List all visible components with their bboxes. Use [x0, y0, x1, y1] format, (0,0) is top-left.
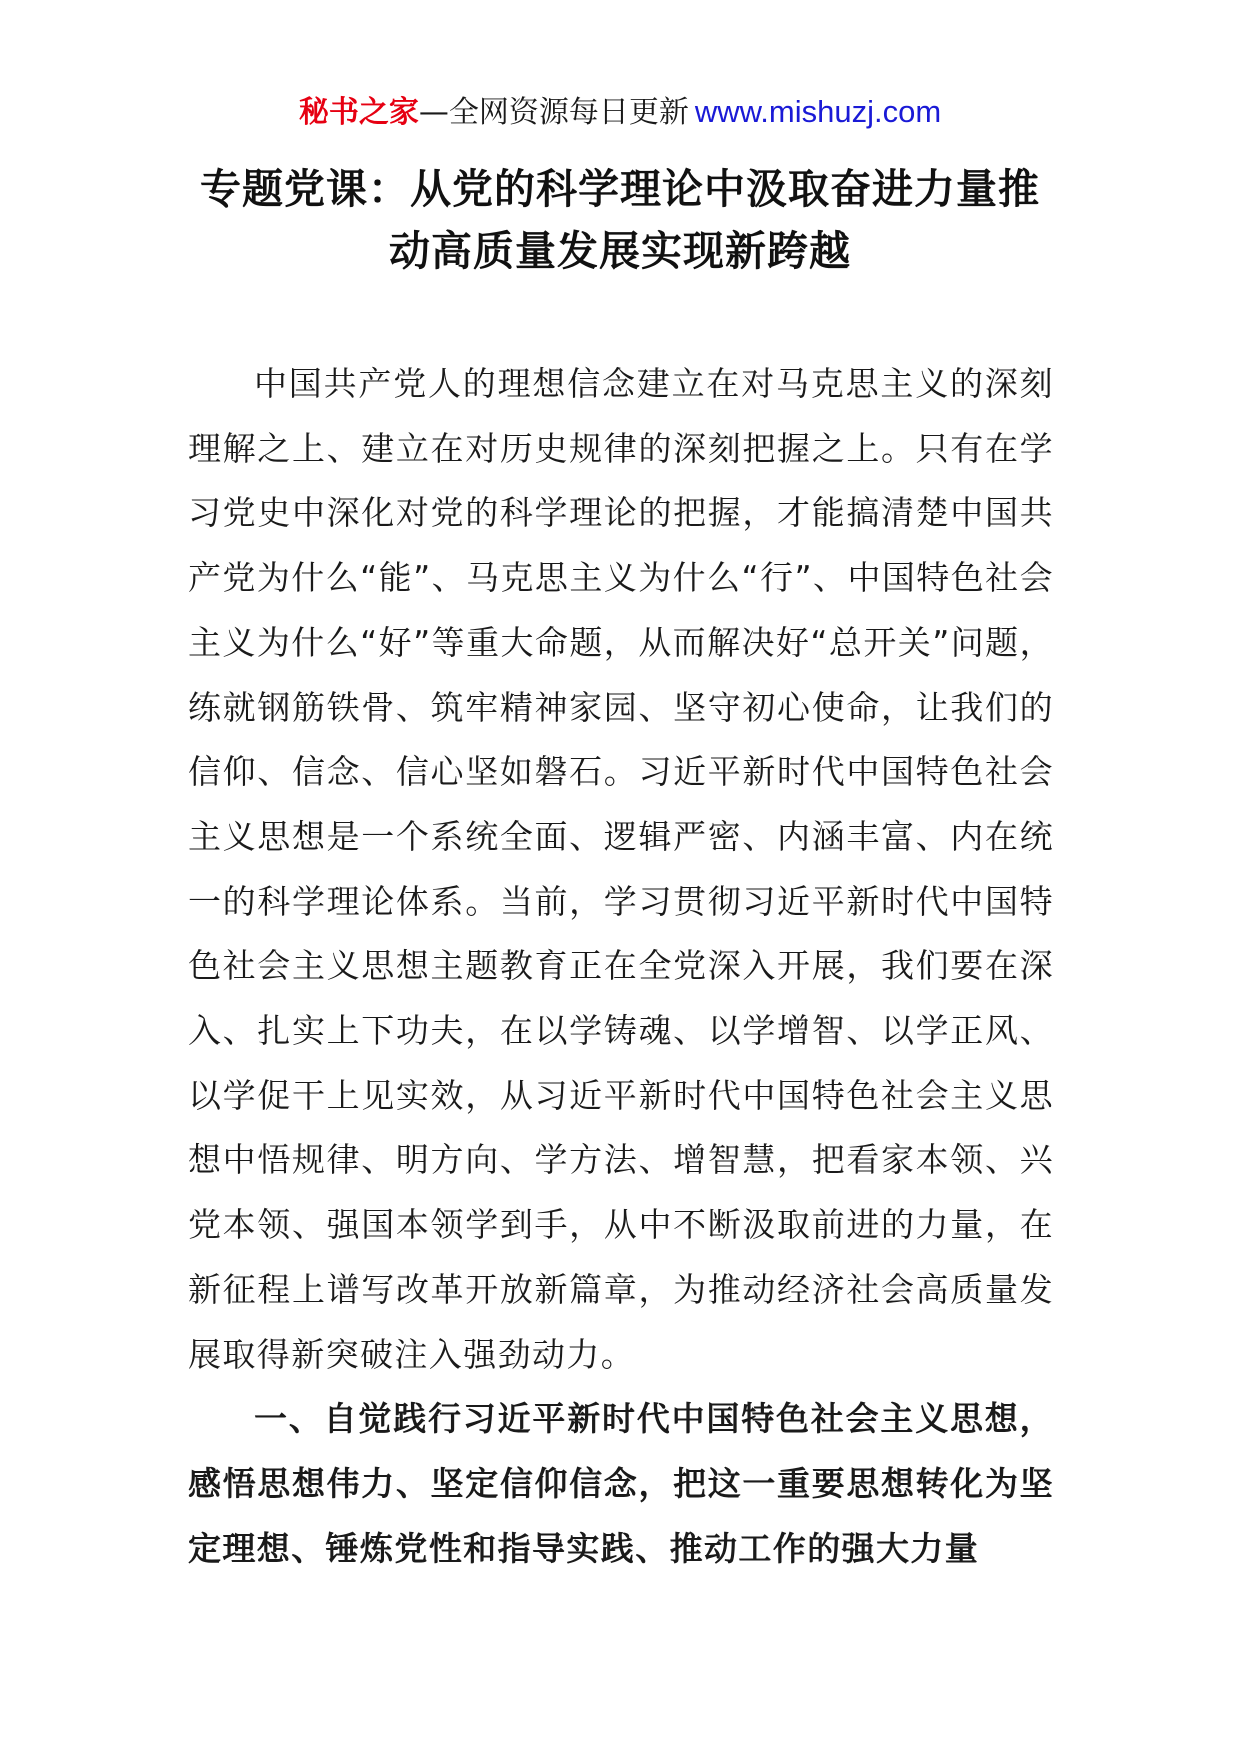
site-header — [0, 92, 1240, 133]
document-title: 专题党课：从党的科学理论中汲取奋进力量推动高质量发展实现新跨越 — [200, 165, 1040, 275]
section-heading: 一、自觉践行习近平新时代中国特色社会主义思想，感悟思想伟力、坚定信仰信念，把这一重要思想转化为坚定理想、锤炼党性和指导实践、推动工作的强大力量 — [188, 1399, 1054, 1568]
site-url-link[interactable]: www.mishuzj.com — [694, 94, 942, 129]
document-body — [188, 352, 1054, 1581]
site-tagline: —全网资源每日更新 — [418, 95, 689, 130]
site-brand: 秘书之家 — [298, 95, 419, 130]
body-paragraph: 中国共产党人的理想信念建立在对马克思主义的深刻理解之上、建立在对历史规律的深刻把握之上。只有在学习党史中深化对党的科学理论的把握，才能搞清楚中国共产党为什么“能”、马克思主义为什么“行”、中国特色社会主义为什么“好”等重大命题，从而解决好“总开关”问题，练就钢筋铁骨、筑牢精神家园、坚守初心使命，让我们的信仰、信念、信心坚如磐石。习近平新时代中国特色社会主义思想是一个系统全面、逻辑严密、内涵丰富、内在统一的科学理论体系。当前，学习贯彻习近平新时代中国特色社会主义思想主题教育正在全党深入开展，我们要在深入、扎实上下功夫，在以学铸魂、以学增智、以学正风、以学促干上见实效，从习近平新时代中国特色社会主义思想中悟规律、明方向、学方法、增智慧，把看家本领、兴党本领、强国本领学到手，从中不断汲取前进的力量，在新征程上谱写改革开放新篇章，为推动经济社会高质量发展取得新突破注入强劲动力。 — [188, 364, 1054, 1374]
